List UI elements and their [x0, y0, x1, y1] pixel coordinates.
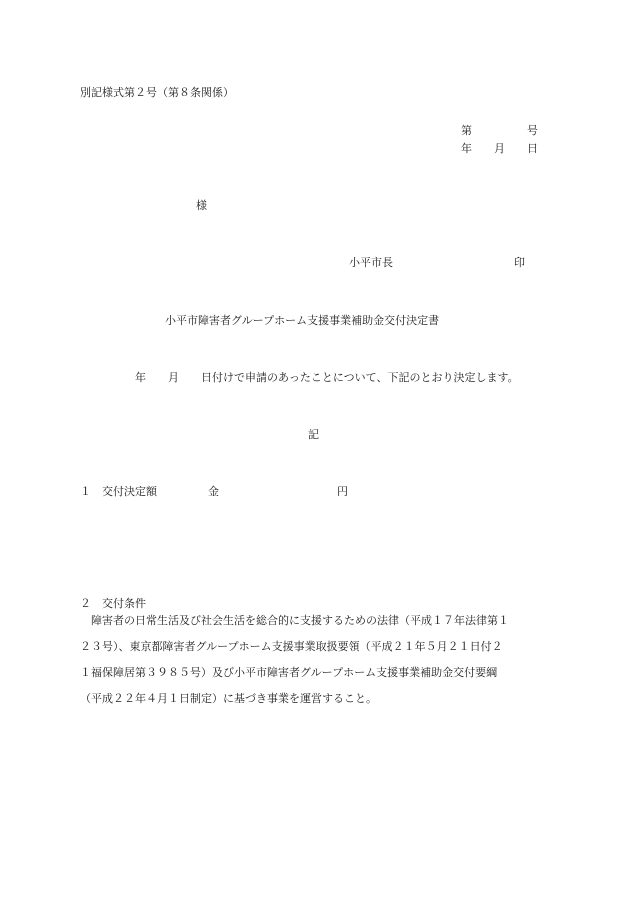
item1-amount-suffix: 円 — [337, 485, 348, 498]
item2-conditions — [80, 608, 550, 712]
issuer-mayor: 小平市長 印 — [349, 256, 525, 269]
item1-label: １ 交付決定額 — [80, 485, 157, 498]
item2-label: ２ 交付条件 — [80, 597, 146, 610]
document-title: 小平市障害者グループホーム支援事業補助金交付決定書 — [165, 314, 440, 327]
ki-heading: 記 — [308, 428, 319, 441]
addressee-suffix: 様 — [196, 199, 207, 212]
form-label: 別記様式第２号（第８条関係） — [80, 86, 234, 99]
item2-line: 障害者の日常生活及び社会生活を総合的に支援するための法律（平成１７年法律第１ — [80, 614, 509, 627]
item2-line: ２３号）、東京都障害者グループホーム支援事業取扱要領（平成２１年５月２１日付２ — [80, 640, 503, 653]
document-date: 年 月 日 — [461, 142, 538, 155]
document-number: 第 号 — [461, 124, 538, 137]
intro-sentence: 年 月 日付けで申請のあったことについて、下記のとおり決定します。 — [135, 371, 519, 384]
item2-line: １福保障居第３９８５号）及び小平市障害者グループホーム支援事業補助金交付要綱 — [80, 666, 498, 679]
item1-amount-prefix: 金 — [208, 485, 219, 498]
item2-line: （平成２２年４月１日制定）に基づき事業を運営すること。 — [80, 692, 377, 705]
